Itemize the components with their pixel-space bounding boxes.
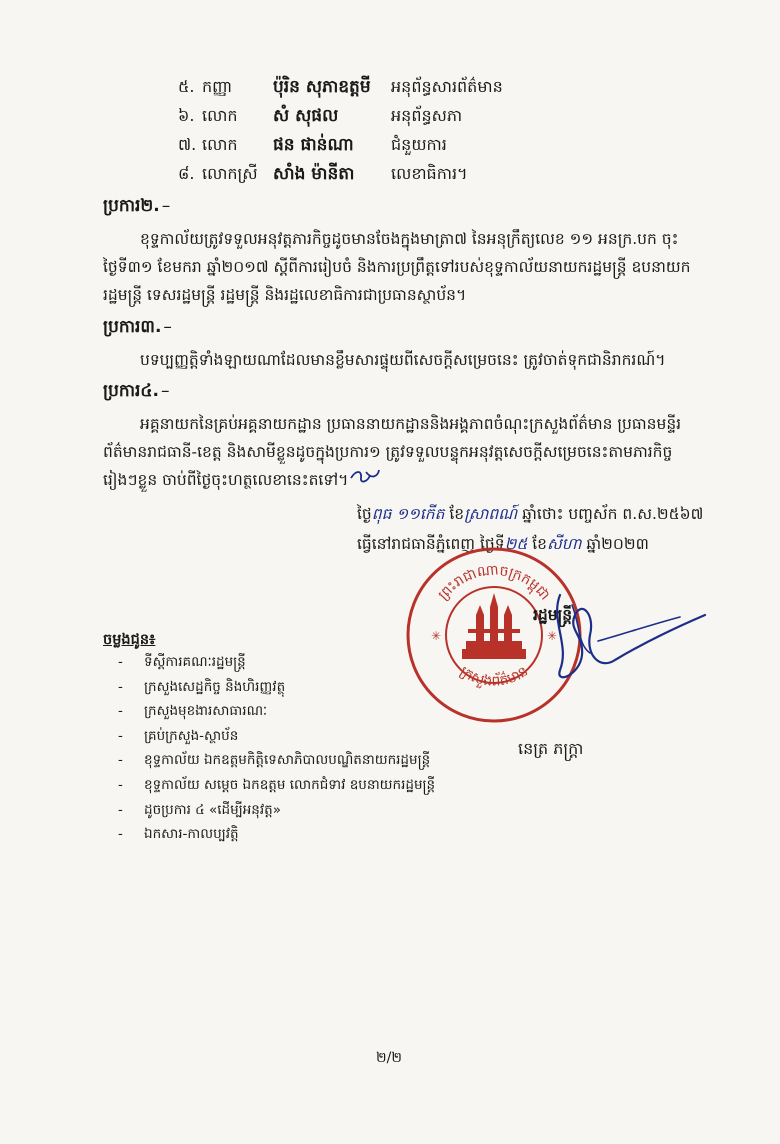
bullet: - xyxy=(118,654,123,670)
recipient-item xyxy=(118,727,435,752)
lunar-month-handwritten: ស្រាពណ៍ xyxy=(464,505,518,523)
article-2-line: ខុទ្ទកាល័យត្រូវទទួលអនុវត្តភារកិច្ចដូចមានចែងក្នុងមាត្រា៧ នៃអនុក្រឹត្យលេខ ១១ អនក្រ.បក ចុះ xyxy=(140,230,679,248)
article-3-line: បទប្បញ្ញត្តិទាំងឡាយណាដែលមានខ្លឹមសារផ្ទុយពីសេចក្តីសម្រេចនេះ ត្រូវចាត់ទុកជានិរាករណ៍។ xyxy=(140,351,666,369)
member-role: លេខាធិការ។ xyxy=(391,164,468,183)
recipients-heading: ចម្លងជូន៖ xyxy=(103,632,156,648)
member-title: លោកស្រី xyxy=(202,164,258,183)
recipient-text: ដូចប្រការ ៤ «ដើម្បីអនុវត្ត» xyxy=(144,801,281,818)
recipient-text: ទីស្តីការគណៈរដ្ឋមន្ត្រី xyxy=(144,654,246,670)
recipient-text: ឯកសារ-កាលប្បវត្តិ xyxy=(144,826,239,843)
month-prefix: ខែ xyxy=(532,535,548,553)
recipient-text: ក្រសួងសេដ្ឋកិច្ច និងហិរញ្ញវត្ថុ xyxy=(144,678,286,695)
lunar-day-handwritten: ពុធ ១១កើត xyxy=(371,505,445,523)
article-3-heading: ប្រការ៣. – xyxy=(103,317,172,337)
initial-mark-icon xyxy=(348,466,382,486)
day-handwritten: ២៥ xyxy=(504,535,528,553)
member-role: អនុព័ន្ធសារព័ត៌មាន xyxy=(391,77,503,96)
member-number: ៧. xyxy=(178,135,197,154)
seal-star-icon: ✳ xyxy=(547,629,558,643)
article-4-heading: ប្រការ៤. – xyxy=(103,381,170,401)
member-number: ៨. xyxy=(178,164,195,183)
recipient-item xyxy=(118,751,435,776)
member-role: ជំនួយការ xyxy=(391,135,447,154)
member-name: សំ សុផល xyxy=(273,106,339,126)
member-name: ផន ផាន់ណា xyxy=(273,135,354,155)
member-number: ៦. xyxy=(178,106,195,125)
recipient-item xyxy=(118,653,435,678)
month-handwritten: សីហា xyxy=(547,535,582,553)
year: ឆ្នាំ២០២៣ xyxy=(586,535,649,553)
article-4-line: រៀងៗខ្លួន ចាប់ពីថ្ងៃចុះហត្ថលេខានេះតទៅ។ xyxy=(103,471,349,489)
bullet: - xyxy=(118,727,123,744)
article-2-heading: ប្រការ២. – xyxy=(103,196,171,216)
bullet: - xyxy=(118,752,123,769)
lunar-prefix: ថ្ងៃ xyxy=(357,505,372,523)
article-2-line: ថ្ងៃទី៣១ ខែមករា ឆ្នាំ២០១៧ ស្តីពីការរៀបចំ និងការប្រព្រឹត្តទៅរបស់ខុទ្ទកាល័យនាយករដ្ឋមន្ត្រី ឧបនាយក xyxy=(103,258,691,276)
member-number: ៥. xyxy=(178,77,195,96)
bullet: - xyxy=(118,678,123,695)
member-title: លោក xyxy=(202,106,238,125)
bullet: - xyxy=(118,776,123,793)
recipient-item xyxy=(118,801,435,826)
signatory-position: រដ្ឋមន្ត្រី xyxy=(533,606,573,624)
signature-icon xyxy=(520,575,720,695)
article-heading-text: ប្រការ៤. xyxy=(103,381,159,401)
angkor-emblem-icon xyxy=(462,593,526,659)
page-number: ២/២ xyxy=(376,1050,402,1066)
recipient-text: ក្រសួងមុខងារសាធារណៈ xyxy=(144,703,268,720)
recipients-list xyxy=(118,653,435,850)
bullet: - xyxy=(118,703,123,720)
lunar-year: ឆ្នាំថោះ បញ្ចស័ក ព.ស.២៥៦៧ xyxy=(522,505,704,523)
member-name: ប៉ុរិន សុភាឧត្តមី xyxy=(273,77,371,97)
recipient-item xyxy=(118,776,435,801)
bullet: - xyxy=(118,801,123,818)
seal-bottom-text: ក្រសួងព័ត៌មាន xyxy=(456,663,532,690)
member-title: កញ្ញា xyxy=(202,77,233,96)
article-4-line: អគ្គនាយកនៃគ្រប់អគ្គនាយកដ្ឋាន ប្រធាននាយកដ្ឋាននិងអង្គភាពចំណុះក្រសួងព័ត៌មាន ប្រធានមន្ទីរ xyxy=(140,415,682,433)
place-prefix: ធ្វើនៅរាជធានីភ្នំពេញ ថ្ងៃទី xyxy=(357,535,505,553)
recipient-text: គ្រប់ក្រសួង-ស្ថាប័ន xyxy=(144,727,239,744)
seal-star-icon: ✳ xyxy=(431,629,442,643)
lunar-dateline xyxy=(357,504,703,527)
recipient-text: ខុទ្ទកាល័យ ឯកឧត្តមកិត្តិទេសាភិបាលបណ្ឌិតនាយករដ្ឋមន្ត្រី xyxy=(144,752,431,769)
recipient-item xyxy=(118,825,435,850)
member-title: លោក xyxy=(202,135,238,154)
bullet: - xyxy=(118,826,123,843)
recipient-item xyxy=(118,702,435,727)
seal-top-text: ព្រះរាជាណាចក្រកម្ពុជា xyxy=(435,562,553,604)
recipient-text: ខុទ្ទកាល័យ សម្តេច ឯកឧត្តម លោកជំទាវ ឧបនាយករដ្ឋមន្ត្រី xyxy=(144,776,436,793)
member-role: អនុព័ន្ធសភា xyxy=(391,106,463,125)
lunar-month-prefix: ខែ xyxy=(449,505,465,523)
recipient-item xyxy=(118,678,435,703)
article-4-line: ព័ត៌មានរាជធានី-ខេត្ត និងសាមីខ្លួនដូចក្នុងប្រការ១ ត្រូវទទួលបន្ទុកអនុវត្តសេចក្តីសម្រេចនេះតាមភារកិច្ច xyxy=(103,443,673,461)
article-heading-text: ប្រការ៣. xyxy=(103,317,162,337)
signatory-name: នេត្រ ភក្ត្រា xyxy=(518,739,584,758)
article-heading-text: ប្រការ២. xyxy=(103,196,160,216)
member-name: សាំង ម៉ានីតា xyxy=(273,164,355,184)
article-2-line: រដ្ឋមន្ត្រី ទេសរដ្ឋមន្ត្រី រដ្ឋមន្ត្រី និងរដ្ឋលេខាធិការជាប្រធានស្ថាប័ន។ xyxy=(103,286,467,304)
